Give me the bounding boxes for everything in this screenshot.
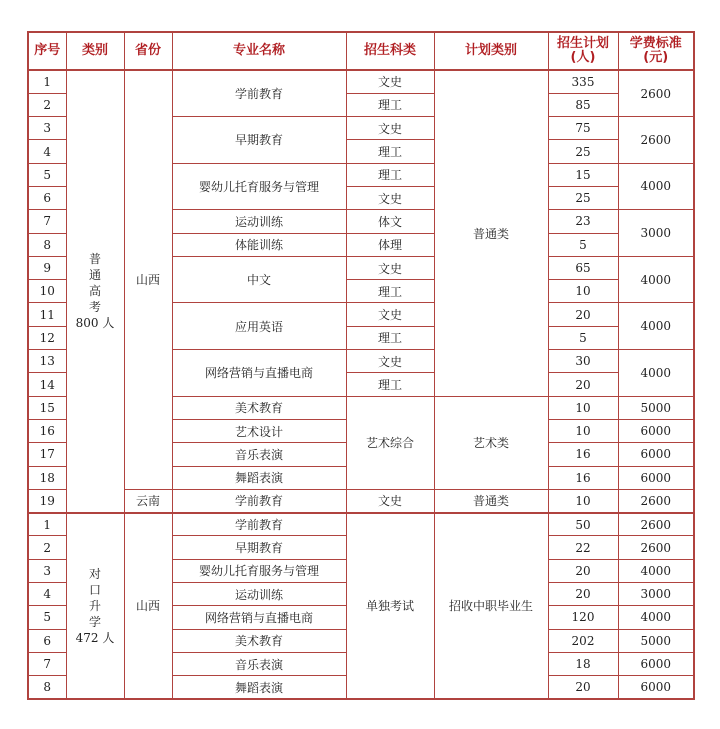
quota-cell: 16	[548, 443, 618, 466]
major-cell: 学前教育	[172, 489, 346, 512]
plan-type-cell: 普通类	[434, 489, 548, 512]
quota-cell: 15	[548, 163, 618, 186]
category-total: 800 人	[75, 316, 115, 331]
header-fee-line1: 学费标准	[629, 36, 682, 51]
admission-plan-table	[27, 31, 695, 700]
subject-cell: 文史	[346, 303, 434, 326]
art-subject: 艺术综合	[346, 396, 434, 489]
subject-cell: 文史	[346, 117, 434, 140]
fee-cell: 2600	[618, 513, 694, 536]
admission-plan-table-wrapper	[27, 31, 693, 700]
major-cell: 音乐表演	[172, 652, 346, 675]
category-char: 升	[88, 598, 101, 613]
quota-cell: 65	[548, 256, 618, 279]
row-seq: 6	[28, 186, 66, 209]
subject-vocational: 单独考试	[346, 513, 434, 699]
subject-cell: 文史	[346, 70, 434, 93]
row-seq: 4	[28, 140, 66, 163]
fee-cell: 6000	[618, 652, 694, 675]
row-seq: 3	[28, 559, 66, 582]
header-province: 省份	[124, 32, 172, 70]
category-total: 472 人	[75, 630, 115, 645]
major-cell: 运动训练	[172, 583, 346, 606]
category-char: 通	[88, 268, 101, 283]
province-yunnan: 云南	[124, 489, 172, 512]
fee-cell: 5000	[618, 396, 694, 419]
quota-cell: 85	[548, 93, 618, 116]
major-cell: 舞蹈表演	[172, 466, 346, 489]
major-cell: 学前教育	[172, 513, 346, 536]
header-row	[28, 32, 694, 70]
fee-cell: 4000	[618, 350, 694, 397]
subject-cell: 文史	[346, 489, 434, 512]
major-cell: 应用英语	[172, 303, 346, 350]
vocational-group	[28, 513, 694, 699]
quota-cell: 50	[548, 513, 618, 536]
fee-cell: 6000	[618, 676, 694, 699]
row-seq: 13	[28, 350, 66, 373]
quota-cell: 23	[548, 210, 618, 233]
category-general	[66, 70, 124, 513]
header-fee	[618, 32, 694, 70]
quota-cell: 5	[548, 326, 618, 349]
quota-cell: 20	[548, 583, 618, 606]
quota-cell: 22	[548, 536, 618, 559]
quota-cell: 20	[548, 559, 618, 582]
plan-type-vocational: 招收中职毕业生	[434, 513, 548, 699]
row-seq: 18	[28, 466, 66, 489]
row-seq: 16	[28, 419, 66, 442]
row-seq: 19	[28, 489, 66, 512]
major-cell: 网络营销与直播电商	[172, 606, 346, 629]
category-char: 对	[88, 566, 101, 581]
header-major: 专业名称	[172, 32, 346, 70]
quota-cell: 25	[548, 186, 618, 209]
fee-cell: 4000	[618, 163, 694, 210]
table-row	[28, 513, 694, 536]
province-shanxi: 山西	[124, 70, 172, 489]
row-seq: 17	[28, 443, 66, 466]
fee-cell: 2600	[618, 70, 694, 117]
fee-cell: 6000	[618, 419, 694, 442]
quota-cell: 10	[548, 489, 618, 512]
row-seq: 5	[28, 606, 66, 629]
major-cell: 艺术设计	[172, 419, 346, 442]
header-quota-line1: 招生计划	[556, 36, 609, 51]
fee-cell: 5000	[618, 629, 694, 652]
major-cell: 中文	[172, 256, 346, 303]
major-cell: 舞蹈表演	[172, 676, 346, 699]
quota-cell: 10	[548, 396, 618, 419]
row-seq: 5	[28, 163, 66, 186]
fee-cell: 2600	[618, 489, 694, 512]
subject-cell: 理工	[346, 163, 434, 186]
major-cell: 早期教育	[172, 536, 346, 559]
fee-cell: 6000	[618, 466, 694, 489]
fee-cell: 3000	[618, 210, 694, 257]
row-seq: 8	[28, 676, 66, 699]
category-char: 学	[88, 614, 101, 629]
table-row	[28, 70, 694, 93]
major-cell: 体能训练	[172, 233, 346, 256]
subject-cell: 体文	[346, 210, 434, 233]
major-cell: 早期教育	[172, 117, 346, 164]
quota-cell: 335	[548, 70, 618, 93]
quota-cell: 18	[548, 652, 618, 675]
fee-cell: 6000	[618, 443, 694, 466]
major-cell: 婴幼儿托育服务与管理	[172, 163, 346, 210]
quota-cell: 10	[548, 419, 618, 442]
category-char: 口	[88, 582, 101, 597]
fee-cell: 4000	[618, 606, 694, 629]
quota-cell: 202	[548, 629, 618, 652]
subject-cell: 文史	[346, 256, 434, 279]
major-cell: 美术教育	[172, 396, 346, 419]
row-seq: 1	[28, 513, 66, 536]
row-seq: 4	[28, 583, 66, 606]
header-subject: 招生科类	[346, 32, 434, 70]
category-vocational	[66, 513, 124, 699]
row-seq: 10	[28, 280, 66, 303]
quota-cell: 16	[548, 466, 618, 489]
header-fee-line2: (元)	[643, 50, 669, 65]
row-seq: 1	[28, 70, 66, 93]
category-char: 普	[88, 252, 101, 267]
fee-cell: 4000	[618, 559, 694, 582]
subject-cell: 理工	[346, 140, 434, 163]
header-quota-line2: (人)	[570, 50, 596, 65]
major-cell: 运动训练	[172, 210, 346, 233]
row-seq: 12	[28, 326, 66, 349]
row-seq: 7	[28, 652, 66, 675]
header-plan-type: 计划类别	[434, 32, 548, 70]
quota-cell: 120	[548, 606, 618, 629]
quota-cell: 20	[548, 303, 618, 326]
header-seq: 序号	[28, 32, 66, 70]
quota-cell: 25	[548, 140, 618, 163]
subject-cell: 理工	[346, 93, 434, 116]
row-seq: 15	[28, 396, 66, 419]
row-seq: 11	[28, 303, 66, 326]
category-char: 考	[88, 300, 101, 315]
quota-cell: 5	[548, 233, 618, 256]
quota-cell: 20	[548, 676, 618, 699]
plan-type-general: 普通类	[434, 70, 548, 396]
row-seq: 3	[28, 117, 66, 140]
fee-cell: 4000	[618, 303, 694, 350]
art-plan-type: 艺术类	[434, 396, 548, 489]
table-row	[28, 489, 694, 512]
province-shanxi: 山西	[124, 513, 172, 699]
category-char: 高	[88, 284, 101, 299]
fee-cell: 2600	[618, 536, 694, 559]
row-seq: 14	[28, 373, 66, 396]
general-exam-group	[28, 70, 694, 513]
row-seq: 7	[28, 210, 66, 233]
subject-cell: 文史	[346, 350, 434, 373]
quota-cell: 20	[548, 373, 618, 396]
row-seq: 9	[28, 256, 66, 279]
major-cell: 音乐表演	[172, 443, 346, 466]
quota-cell: 30	[548, 350, 618, 373]
header-quota	[548, 32, 618, 70]
subject-cell: 理工	[346, 280, 434, 303]
fee-cell: 4000	[618, 256, 694, 303]
subject-cell: 理工	[346, 373, 434, 396]
major-cell: 美术教育	[172, 629, 346, 652]
row-seq: 6	[28, 629, 66, 652]
header-category: 类别	[66, 32, 124, 70]
fee-cell: 2600	[618, 117, 694, 164]
subject-cell: 理工	[346, 326, 434, 349]
major-cell: 网络营销与直播电商	[172, 350, 346, 397]
subject-cell: 体理	[346, 233, 434, 256]
major-cell: 婴幼儿托育服务与管理	[172, 559, 346, 582]
subject-cell: 文史	[346, 186, 434, 209]
quota-cell: 10	[548, 280, 618, 303]
row-seq: 8	[28, 233, 66, 256]
major-cell: 学前教育	[172, 70, 346, 117]
fee-cell: 3000	[618, 583, 694, 606]
row-seq: 2	[28, 536, 66, 559]
quota-cell: 75	[548, 117, 618, 140]
row-seq: 2	[28, 93, 66, 116]
